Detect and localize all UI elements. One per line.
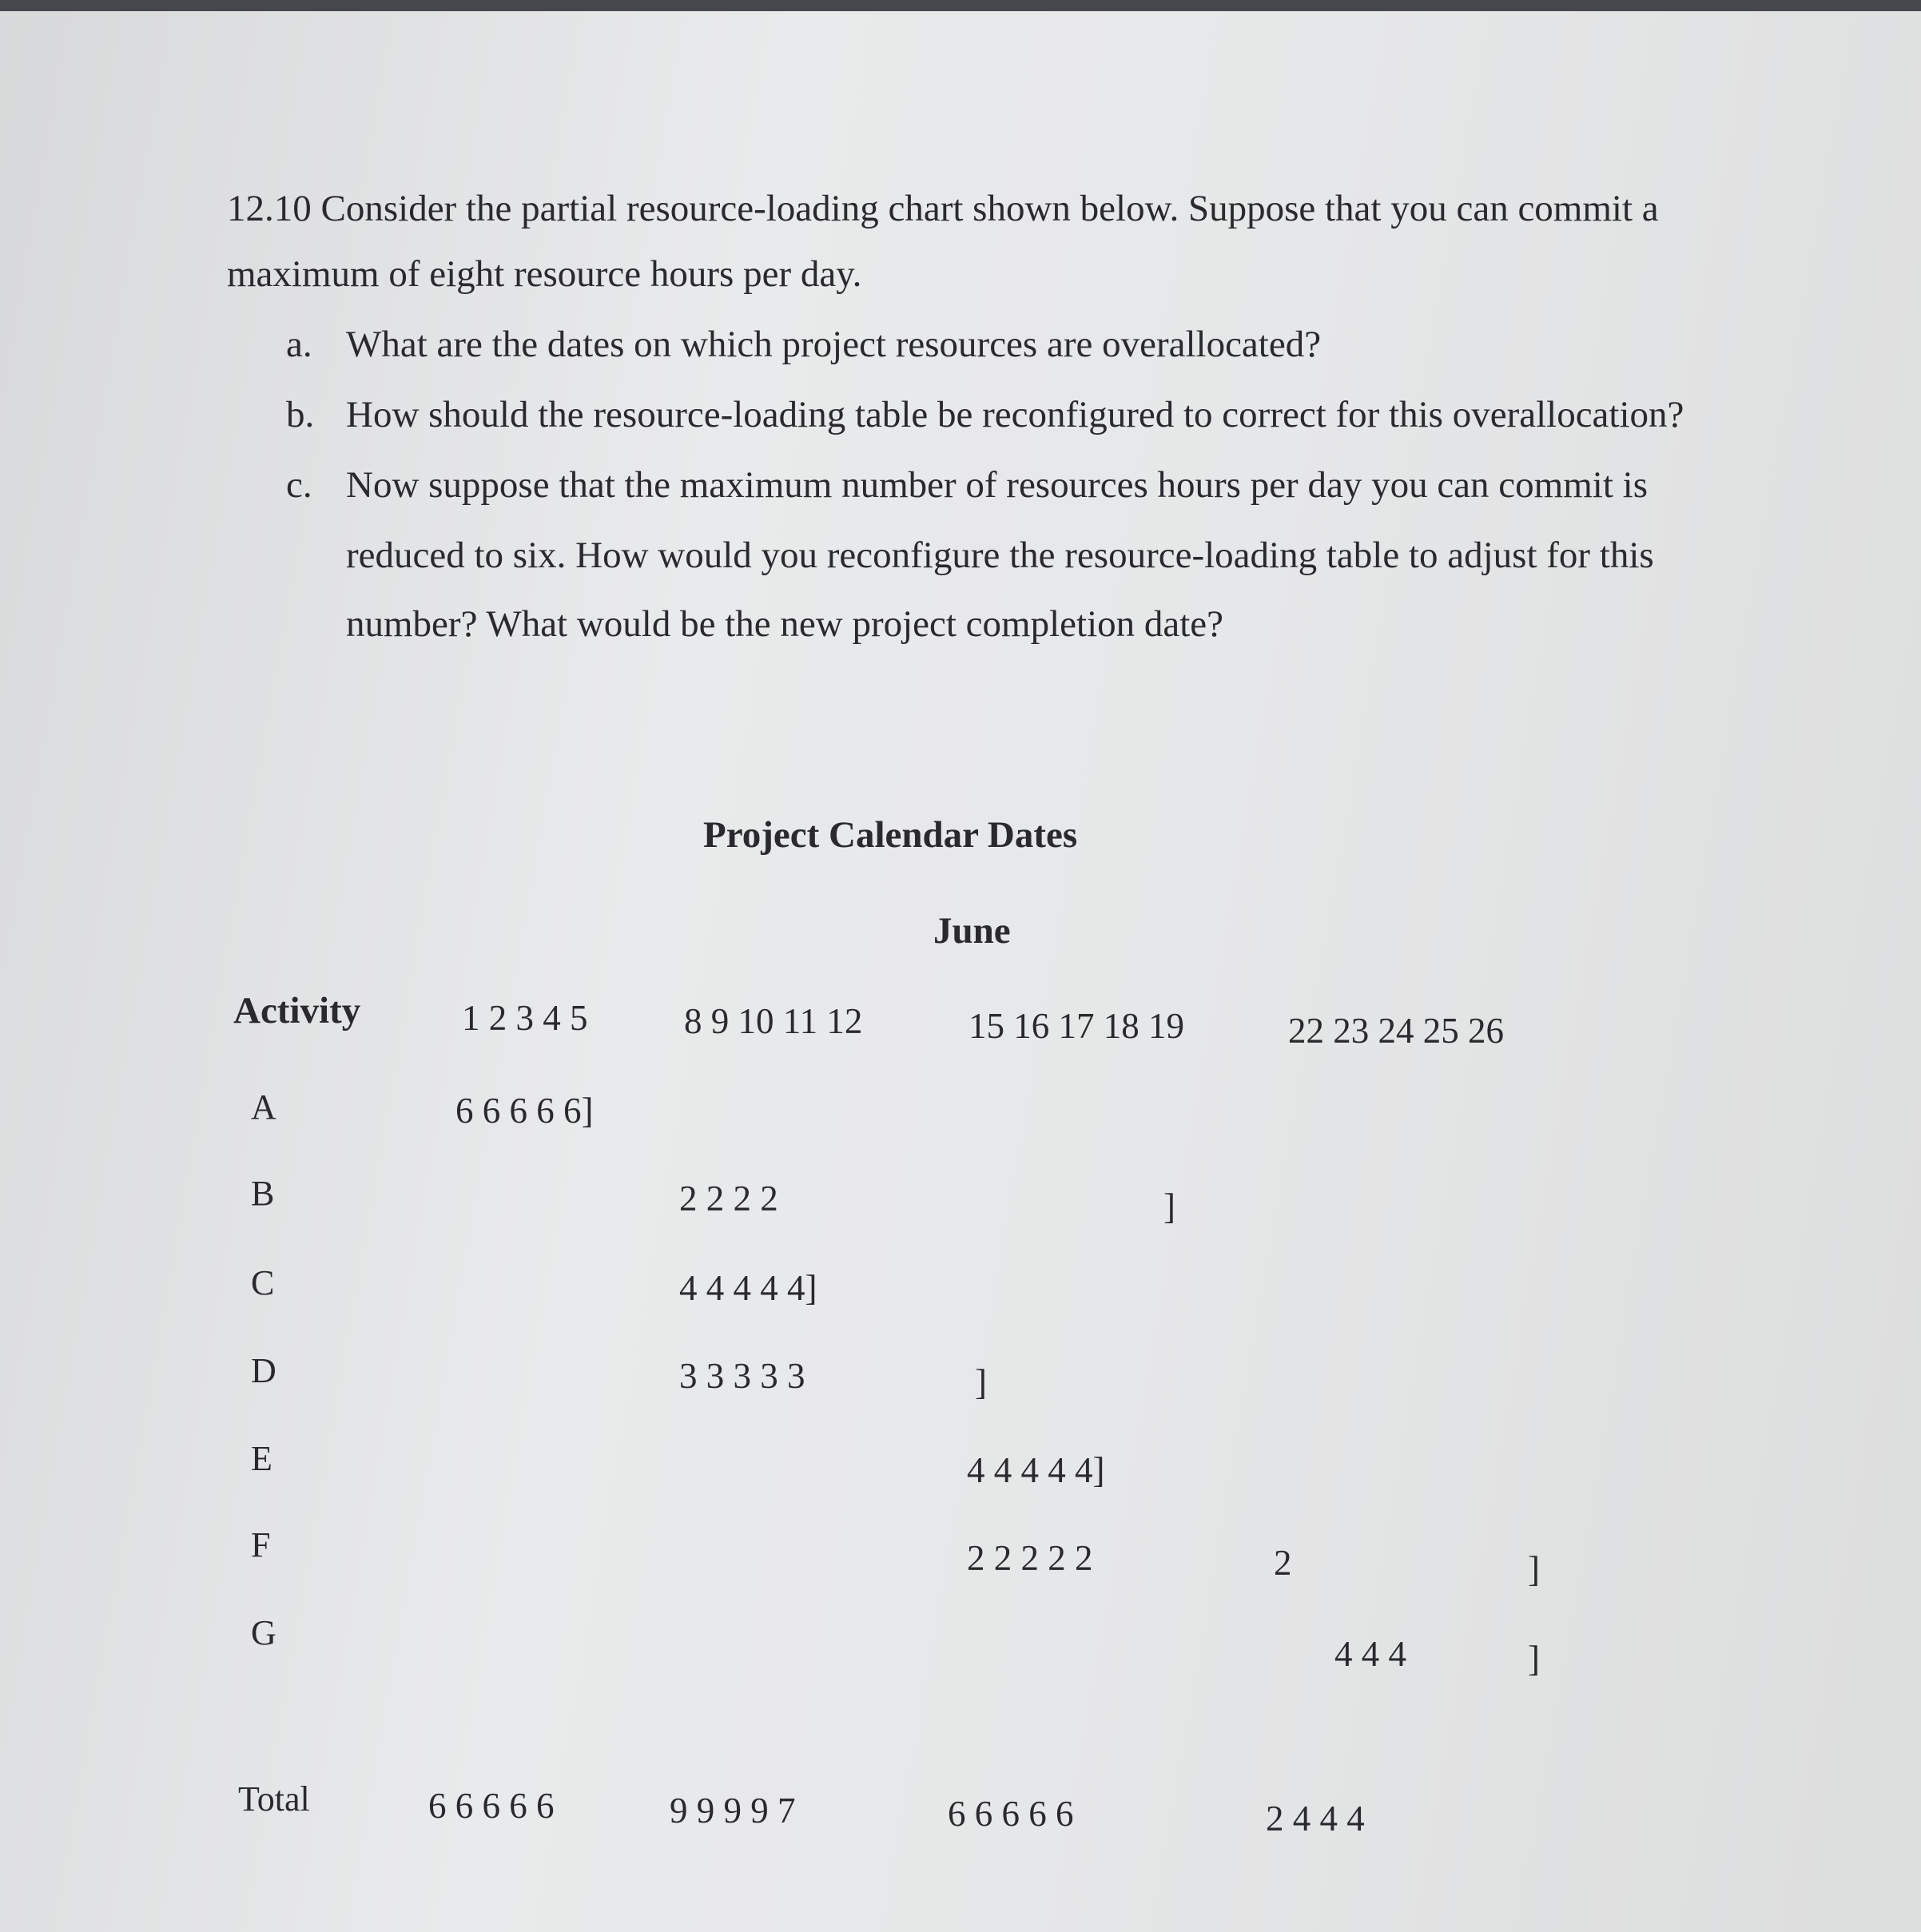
item-b-marker: b. <box>286 394 315 435</box>
row-f-end-bracket: ] <box>1528 1549 1540 1589</box>
item-c-text-line-3: number? What would be the new project completion date? <box>346 603 1224 645</box>
row-a-cells: 6 6 6 6 6] <box>455 1091 594 1131</box>
total-group-1: 6 6 6 6 6 <box>428 1786 555 1826</box>
row-label-e: E <box>251 1439 272 1478</box>
item-c-text-line-1: Now suppose that the maximum number of resources hours per day you can commit is <box>346 464 1648 506</box>
total-group-3: 6 6 6 6 6 <box>948 1794 1074 1834</box>
item-a-text: What are the dates on which project resources are overallocated? <box>346 324 1322 365</box>
row-c-cells: 4 4 4 4 4] <box>679 1268 817 1308</box>
date-group-4: 22 23 24 25 26 <box>1288 1011 1504 1051</box>
row-e-cells: 4 4 4 4 4] <box>967 1450 1105 1490</box>
row-label-a: A <box>251 1087 276 1127</box>
row-b-cells: 2 2 2 2 <box>679 1179 778 1218</box>
row-d-end-bracket: ] <box>975 1362 987 1402</box>
row-f-cells: 2 2 2 2 2 <box>967 1538 1093 1578</box>
date-group-2: 8 9 10 11 12 <box>684 1001 863 1041</box>
item-c-text-line-2: reduced to six. How would you reconfigure the resource-loading table to adjust for this <box>346 535 1654 576</box>
row-b-end-bracket: ] <box>1163 1187 1175 1226</box>
document-screen <box>0 11 1921 1932</box>
activity-header: Activity <box>233 990 361 1032</box>
row-label-f: F <box>251 1525 271 1564</box>
question-line-2: maximum of eight resource hours per day. <box>227 253 862 295</box>
total-group-4: 2 4 4 4 <box>1266 1799 1365 1839</box>
row-f-extra-cell: 2 <box>1274 1543 1292 1583</box>
total-label: Total <box>238 1779 310 1819</box>
row-label-d: D <box>251 1351 276 1390</box>
date-group-1: 1 2 3 4 5 <box>462 998 588 1038</box>
item-a-marker: a. <box>286 324 312 365</box>
date-group-3: 15 16 17 18 19 <box>968 1006 1184 1046</box>
item-c-marker: c. <box>286 464 312 506</box>
row-label-b: B <box>251 1174 275 1213</box>
row-label-g: G <box>251 1613 276 1652</box>
row-d-cells: 3 3 3 3 3 <box>679 1356 805 1396</box>
chart-month: June <box>933 910 1011 952</box>
chart-title: Project Calendar Dates <box>703 814 1078 856</box>
total-group-2: 9 9 9 9 7 <box>670 1791 796 1831</box>
monitor-bezel <box>0 0 1921 11</box>
item-b-text: How should the resource-loading table be reconfigured to correct for this overallocation? <box>346 394 1684 435</box>
row-g-cells: 4 4 4 <box>1334 1634 1406 1674</box>
question-line-1: 12.10 Consider the partial resource-loading chart shown below. Suppose that you can commit a <box>227 188 1659 229</box>
row-g-end-bracket: ] <box>1528 1639 1540 1679</box>
row-label-c: C <box>251 1263 275 1302</box>
